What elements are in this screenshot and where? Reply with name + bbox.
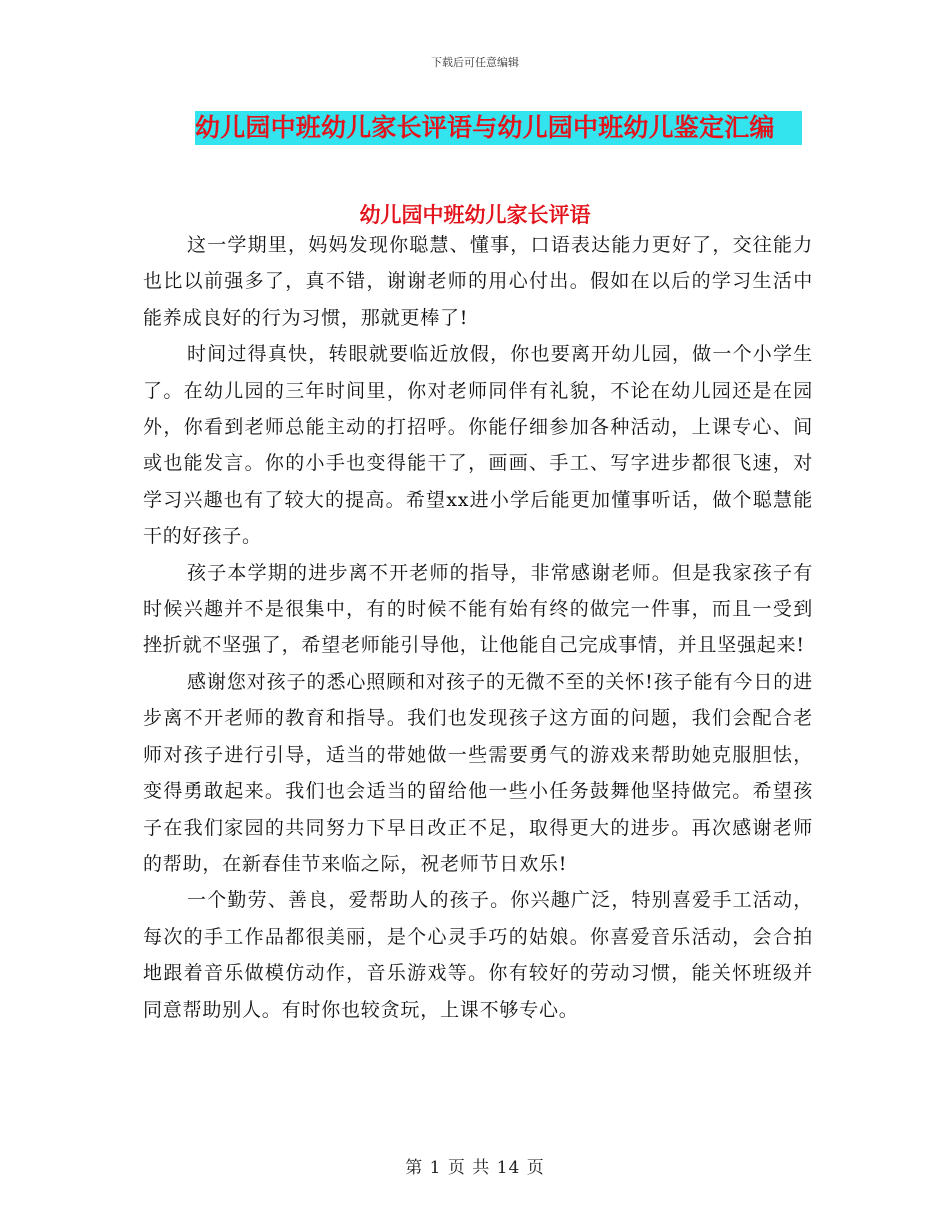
body-text — [143, 227, 813, 1028]
page-indicator: 第 1 页 共 14 页 — [405, 1158, 545, 1178]
header-note: 下载后可任意编辑 — [431, 56, 519, 69]
paragraph: 这一学期里，妈妈发现你聪慧、懂事，口语表达能力更好了，交往能力也比以前强多了，真不错，谢谢老师的用心付出。假如在以后的学习生活中能养成良好的行为习惯，那就更棒了! — [143, 234, 813, 329]
section-title: 幼儿园中班幼儿家长评语 — [359, 202, 591, 227]
main-title-highlight — [195, 111, 802, 145]
paragraph: 孩子本学期的进步离不开老师的指导，非常感谢老师。但是我家孩子有时候兴趣并不是很集中，有的时候不能有始有终的做完一件事，而且一受到挫折就不坚强了，希望老师能引导他，让他能自己完成事情，并且坚强起来! — [143, 561, 813, 657]
main-title: 幼儿园中班幼儿家长评语与幼儿园中班幼儿鉴定汇编 — [195, 113, 775, 142]
paragraph: 时间过得真快，转眼就要临近放假，你也要离开幼儿园，做一个小学生了。在幼儿园的三年时间里，你对老师同伴有礼貌，不论在幼儿园还是在园外，你看到老师总能主动的打招呼。你能仔细参加各种活动，上课专心、间或也能发言。你的小手也变得能干了，画画、手工、写字进步都很飞速，对学习兴趣也有了较大的提高。希望xx进小学后能更加懂事听话，做个聪慧能干的好孩子。 — [143, 343, 813, 548]
paragraph: 一个勤劳、善良，爱帮助人的孩子。你兴趣广泛，特别喜爱手工活动，每次的手工作品都很美丽，是个心灵手巧的姑娘。你喜爱音乐活动，会合拍地跟着音乐做模仿动作，音乐游戏等。你有较好的劳动习惯，能关怀班级并同意帮助别人。有时你也较贪玩，上课不够专心。 — [143, 889, 813, 1021]
paragraph: 感谢您对孩子的悉心照顾和对孩子的无微不至的关怀!孩子能有今日的进步离不开老师的教育和指导。我们也发现孩子这方面的问题，我们会配合老师对孩子进行引导，适当的带她做一些需要勇气的游戏来帮助她克服胆怯，变得勇敢起来。我们也会适当的留给他一些小任务鼓舞他坚持做完。希望孩子在我们家园的共同努力下早日改正不足，取得更大的进步。再次感谢老师的帮助，在新春佳节来临之际，祝老师节日欢乐! — [143, 670, 813, 875]
